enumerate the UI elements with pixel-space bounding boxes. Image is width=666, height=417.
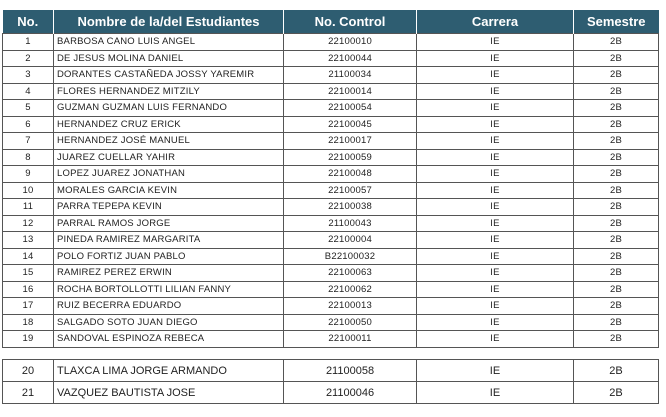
cell-name: HERNANDEZ JOSÉ MANUEL: [54, 133, 284, 150]
cell-carrera: IE: [417, 199, 574, 216]
cell-carrera: IE: [417, 314, 574, 331]
cell-name: DE JESUS MOLINA DANIEL: [54, 50, 284, 67]
cell-name: POLO FORTIZ JUAN PABLO: [54, 248, 284, 265]
cell-carrera: IE: [417, 265, 574, 282]
cell-semestre: 2B: [574, 182, 659, 199]
table-row: [3, 215, 659, 232]
cell-carrera: IE: [417, 248, 574, 265]
cell-control: 22100014: [284, 83, 417, 100]
cell-semestre: 2B: [574, 298, 659, 315]
cell-name: HERNANDEZ CRUZ ERICK: [54, 116, 284, 133]
cell-no: 10: [3, 182, 54, 199]
cell-name: RAMIREZ PEREZ ERWIN: [54, 265, 284, 282]
cell-carrera: IE: [417, 281, 574, 298]
cell-no: 9: [3, 166, 54, 183]
table-row: [3, 149, 659, 166]
cell-semestre: 2B: [574, 215, 659, 232]
cell-control: 21100043: [284, 215, 417, 232]
cell-no: 21: [3, 382, 54, 404]
cell-name: FLORES HERNANDEZ MITZILY: [54, 83, 284, 100]
cell-semestre: 2B: [574, 34, 659, 51]
table-row: [3, 382, 659, 404]
cell-semestre: 2B: [574, 67, 659, 84]
cell-name: LOPEZ JUAREZ JONATHAN: [54, 166, 284, 183]
student-table: [2, 10, 659, 348]
cell-control: 22100010: [284, 34, 417, 51]
table-row: [3, 331, 659, 348]
cell-name: PARRAL RAMOS JORGE: [54, 215, 284, 232]
cell-carrera: IE: [417, 166, 574, 183]
cell-name: VAZQUEZ BAUTISTA JOSE: [54, 382, 284, 404]
cell-carrera: IE: [417, 133, 574, 150]
cell-name: ROCHA BORTOLLOTTI LILIAN FANNY: [54, 281, 284, 298]
cell-control: 22100054: [284, 100, 417, 117]
cell-no: 7: [3, 133, 54, 150]
table-row: [3, 116, 659, 133]
cell-name: PINEDA RAMIREZ MARGARITA: [54, 232, 284, 249]
cell-no: 20: [3, 360, 54, 382]
cell-control: 22100013: [284, 298, 417, 315]
cell-name: GUZMAN GUZMAN LUIS FERNANDO: [54, 100, 284, 117]
cell-name: SALGADO SOTO JUAN DIEGO: [54, 314, 284, 331]
cell-name: MORALES GARCIA KEVIN: [54, 182, 284, 199]
cell-name: BARBOSA CANO LUIS ANGEL: [54, 34, 284, 51]
student-table-continued: [2, 359, 659, 404]
cell-name: JUAREZ CUELLAR YAHIR: [54, 149, 284, 166]
table-row: [3, 298, 659, 315]
table-row: [3, 199, 659, 216]
cell-control: 22100063: [284, 265, 417, 282]
cell-semestre: 2B: [574, 281, 659, 298]
cell-semestre: 2B: [574, 199, 659, 216]
cell-no: 19: [3, 331, 54, 348]
table-row: [3, 83, 659, 100]
cell-control: 22100062: [284, 281, 417, 298]
table-row: [3, 360, 659, 382]
cell-no: 8: [3, 149, 54, 166]
table-body-continued: [3, 360, 659, 404]
table-row: [3, 34, 659, 51]
header-carrera: Carrera: [417, 10, 574, 34]
cell-carrera: IE: [417, 182, 574, 199]
cell-carrera: IE: [417, 50, 574, 67]
cell-carrera: IE: [417, 100, 574, 117]
cell-control: 21100058: [284, 360, 417, 382]
cell-no: 13: [3, 232, 54, 249]
cell-no: 14: [3, 248, 54, 265]
cell-name: RUIZ BECERRA EDUARDO: [54, 298, 284, 315]
table-header-row: [3, 10, 659, 34]
cell-semestre: 2B: [574, 116, 659, 133]
cell-carrera: IE: [417, 83, 574, 100]
cell-no: 16: [3, 281, 54, 298]
cell-control: B22100032: [284, 248, 417, 265]
cell-control: 22100044: [284, 50, 417, 67]
table-row: [3, 314, 659, 331]
cell-no: 11: [3, 199, 54, 216]
cell-semestre: 2B: [574, 314, 659, 331]
table-row: [3, 166, 659, 183]
cell-name: SANDOVAL ESPINOZA REBECA: [54, 331, 284, 348]
table-row: [3, 182, 659, 199]
table-row: [3, 133, 659, 150]
cell-name: PARRA TEPEPA KEVIN: [54, 199, 284, 216]
cell-carrera: IE: [417, 116, 574, 133]
cell-no: 6: [3, 116, 54, 133]
cell-control: 21100046: [284, 382, 417, 404]
cell-no: 2: [3, 50, 54, 67]
cell-semestre: 2B: [574, 382, 659, 404]
cell-control: 22100057: [284, 182, 417, 199]
cell-semestre: 2B: [574, 248, 659, 265]
cell-semestre: 2B: [574, 149, 659, 166]
cell-control: 22100004: [284, 232, 417, 249]
cell-carrera: IE: [417, 215, 574, 232]
header-name: Nombre de la/del Estudiantes: [54, 10, 284, 34]
cell-no: 5: [3, 100, 54, 117]
cell-no: 18: [3, 314, 54, 331]
cell-no: 4: [3, 83, 54, 100]
table-body: [3, 34, 659, 348]
cell-control: 22100059: [284, 149, 417, 166]
table-row: [3, 50, 659, 67]
cell-carrera: IE: [417, 232, 574, 249]
cell-no: 3: [3, 67, 54, 84]
cell-semestre: 2B: [574, 133, 659, 150]
cell-carrera: IE: [417, 34, 574, 51]
cell-semestre: 2B: [574, 360, 659, 382]
cell-no: 15: [3, 265, 54, 282]
cell-no: 12: [3, 215, 54, 232]
cell-control: 22100048: [284, 166, 417, 183]
cell-carrera: IE: [417, 298, 574, 315]
cell-no: 17: [3, 298, 54, 315]
cell-control: 22100011: [284, 331, 417, 348]
table-row: [3, 67, 659, 84]
cell-carrera: IE: [417, 67, 574, 84]
cell-semestre: 2B: [574, 166, 659, 183]
cell-carrera: IE: [417, 382, 574, 404]
table-row: [3, 265, 659, 282]
cell-name: TLAXCA LIMA JORGE ARMANDO: [54, 360, 284, 382]
header-semestre: Semestre: [574, 10, 659, 34]
table-row: [3, 100, 659, 117]
cell-semestre: 2B: [574, 232, 659, 249]
table-row: [3, 281, 659, 298]
cell-semestre: 2B: [574, 100, 659, 117]
cell-no: 1: [3, 34, 54, 51]
cell-control: 21100034: [284, 67, 417, 84]
cell-control: 22100038: [284, 199, 417, 216]
cell-name: DORANTES CASTAÑEDA JOSSY YAREMIR: [54, 67, 284, 84]
cell-control: 22100045: [284, 116, 417, 133]
cell-semestre: 2B: [574, 331, 659, 348]
cell-carrera: IE: [417, 360, 574, 382]
cell-control: 22100017: [284, 133, 417, 150]
table-row: [3, 248, 659, 265]
header-no: No.: [3, 10, 54, 34]
table-row: [3, 232, 659, 249]
cell-semestre: 2B: [574, 50, 659, 67]
cell-carrera: IE: [417, 331, 574, 348]
cell-control: 22100050: [284, 314, 417, 331]
cell-semestre: 2B: [574, 83, 659, 100]
cell-semestre: 2B: [574, 265, 659, 282]
cell-carrera: IE: [417, 149, 574, 166]
header-control: No. Control: [284, 10, 417, 34]
